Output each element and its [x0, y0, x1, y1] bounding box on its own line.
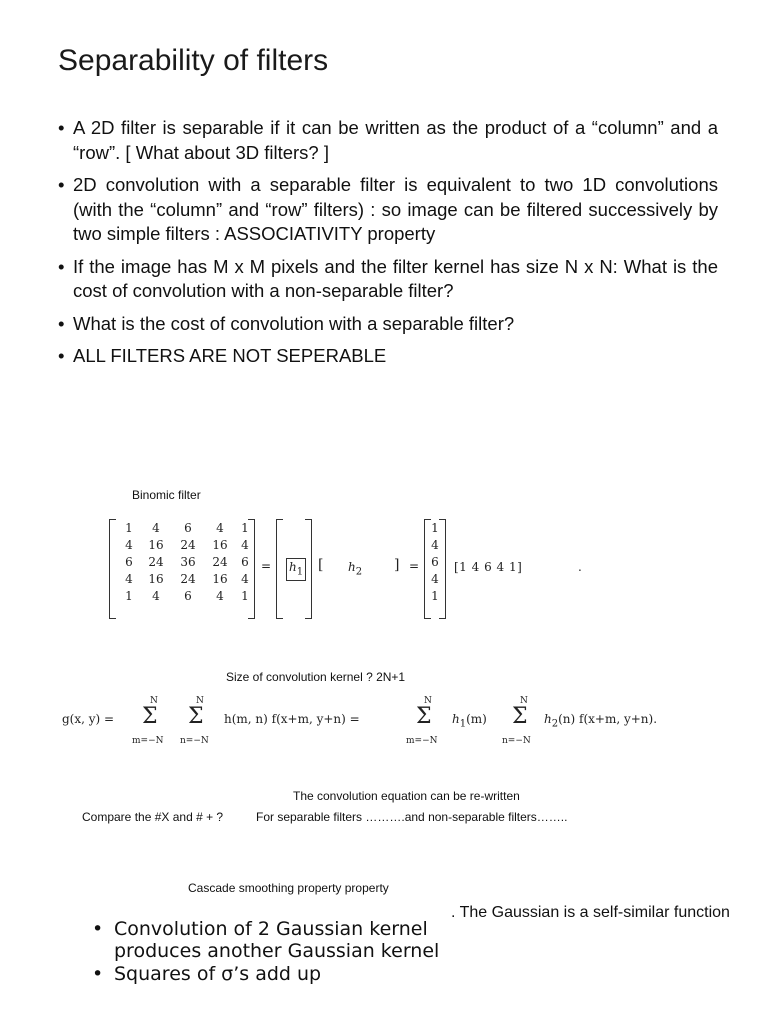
- sum-upper-limit: N: [520, 696, 528, 706]
- sum-lower-limit: n=−N: [502, 736, 531, 746]
- matrix-cell: 6: [184, 521, 192, 535]
- page-title: Separability of filters: [58, 44, 329, 77]
- bullet-item: • 2D convolution with a separable filter is equivalent to two 1D convolutions (with the “column” and “row” filters) : so image can be filtered successively by two simple filters : ASSOCIATIVITY property: [58, 174, 718, 244]
- matrix-cell: 4: [241, 538, 249, 552]
- vector-cell: 4: [431, 538, 439, 552]
- separable-note: For separable filters ……….and non-separable filters……..: [256, 810, 568, 824]
- bullet-item: • Convolution of 2 Gaussian kernel produces another Gaussian kernel: [92, 918, 440, 962]
- bullet-marker: •: [58, 345, 65, 366]
- equation-term2: $h_1(m)$: [452, 712, 487, 730]
- matrix-cell: 36: [180, 555, 196, 569]
- compare-note: Compare the #X and # + ?: [82, 810, 224, 824]
- sum-upper-limit: N: [196, 696, 204, 706]
- matrix-cell: 16: [212, 572, 228, 586]
- bullet-item: • What is the cost of convolution with a separable filter?: [58, 312, 718, 337]
- column-vector-values: [425, 519, 445, 606]
- self-similar-note: . The Gaussian is a self-similar function: [451, 904, 730, 921]
- equals-sign: =: [261, 559, 272, 573]
- matrix-cell: 1: [125, 521, 133, 535]
- cascade-note: Cascade smoothing property property: [188, 881, 389, 895]
- matrix-cell: 16: [212, 538, 228, 552]
- kernel-size-question: Size of convolution kernel ? 2N+1: [226, 670, 406, 684]
- bullet-item: • A 2D filter is separable if it can be written as the product of a “column” and a “row”. [ What about 3D filters? ]: [58, 117, 718, 163]
- matrix-cell: 1: [241, 521, 249, 535]
- matrix-cell: 24: [180, 538, 196, 552]
- bullet-marker: •: [58, 255, 65, 277]
- vector-cell: 1: [431, 521, 439, 535]
- sum-symbol: Σ: [512, 704, 528, 729]
- matrix-cell: 24: [180, 572, 196, 586]
- h1-box: $h_1$: [286, 558, 306, 581]
- row-vector: [1 4 6 4 1]: [454, 560, 523, 574]
- bullet-item: • Squares of σ’s add up: [92, 963, 322, 985]
- h2-label: $h_2$: [348, 560, 363, 578]
- matrix-cell: 24: [212, 555, 228, 569]
- column-vector: [424, 519, 446, 619]
- sum-lower-limit: m=−N: [132, 736, 164, 746]
- matrix-cell: 4: [152, 521, 160, 535]
- matrix-cell: 4: [152, 589, 160, 603]
- vector-cell: 4: [431, 572, 439, 586]
- matrix-cell: 4: [216, 589, 224, 603]
- bullet-marker: •: [58, 174, 65, 195]
- binomic-filter-label: Binomic filter: [132, 488, 201, 502]
- binomic-matrix: [109, 519, 255, 619]
- matrix-cell: 16: [148, 538, 164, 552]
- sum-lower-limit: n=−N: [180, 736, 209, 746]
- equation-term3: $h_2(n)$ f(x+m, y+n).: [544, 712, 658, 730]
- matrix-cell: 6: [184, 589, 192, 603]
- bullet-marker: •: [92, 918, 104, 940]
- matrix-cell: 4: [216, 521, 224, 535]
- sum-lower-limit: m=−N: [406, 736, 438, 746]
- binomic-matrix-grid: [110, 519, 254, 606]
- sum-symbol: Σ: [142, 704, 158, 729]
- matrix-cell: 24: [148, 555, 164, 569]
- gaussian-bullet-list: [92, 918, 474, 986]
- vector-cell: 6: [431, 555, 439, 569]
- equation-lhs: g(x, y) =: [62, 712, 115, 726]
- convolution-equation: [62, 696, 742, 750]
- sum-upper-limit: N: [424, 696, 432, 706]
- bullet-list: [58, 116, 718, 377]
- matrix-cell: 6: [125, 555, 133, 569]
- sum-symbol: Σ: [188, 704, 204, 729]
- matrix-cell: 1: [125, 589, 133, 603]
- row-open-bracket: [: [318, 557, 324, 573]
- matrix-cell: 4: [125, 572, 133, 586]
- matrix-cell: 6: [241, 555, 249, 569]
- matrix-cell: 4: [125, 538, 133, 552]
- bullet-item: • ALL FILTERS ARE NOT SEPERABLE: [58, 344, 718, 369]
- equals-sign: =: [409, 559, 420, 573]
- bullet-marker: •: [58, 312, 65, 334]
- matrix-cell: 1: [241, 589, 249, 603]
- sum-upper-limit: N: [150, 696, 158, 706]
- sum-symbol: Σ: [416, 704, 432, 729]
- bullet-marker: •: [58, 117, 65, 138]
- equation-period: .: [578, 560, 582, 574]
- rewrite-note: The convolution equation can be re-written: [293, 789, 520, 803]
- matrix-cell: 16: [148, 572, 164, 586]
- matrix-cell: 4: [241, 572, 249, 586]
- bullet-marker: •: [92, 963, 104, 985]
- row-close-bracket: ]: [394, 557, 400, 573]
- h1-row: [286, 502, 312, 602]
- bullet-item: • If the image has M x M pixels and the filter kernel has size N x N: What is the cost of convolution with a non-separable filter?: [58, 255, 718, 301]
- vector-cell: 1: [431, 589, 439, 603]
- equation-term1: h(m, n) f(x+m, y+n) =: [224, 712, 360, 726]
